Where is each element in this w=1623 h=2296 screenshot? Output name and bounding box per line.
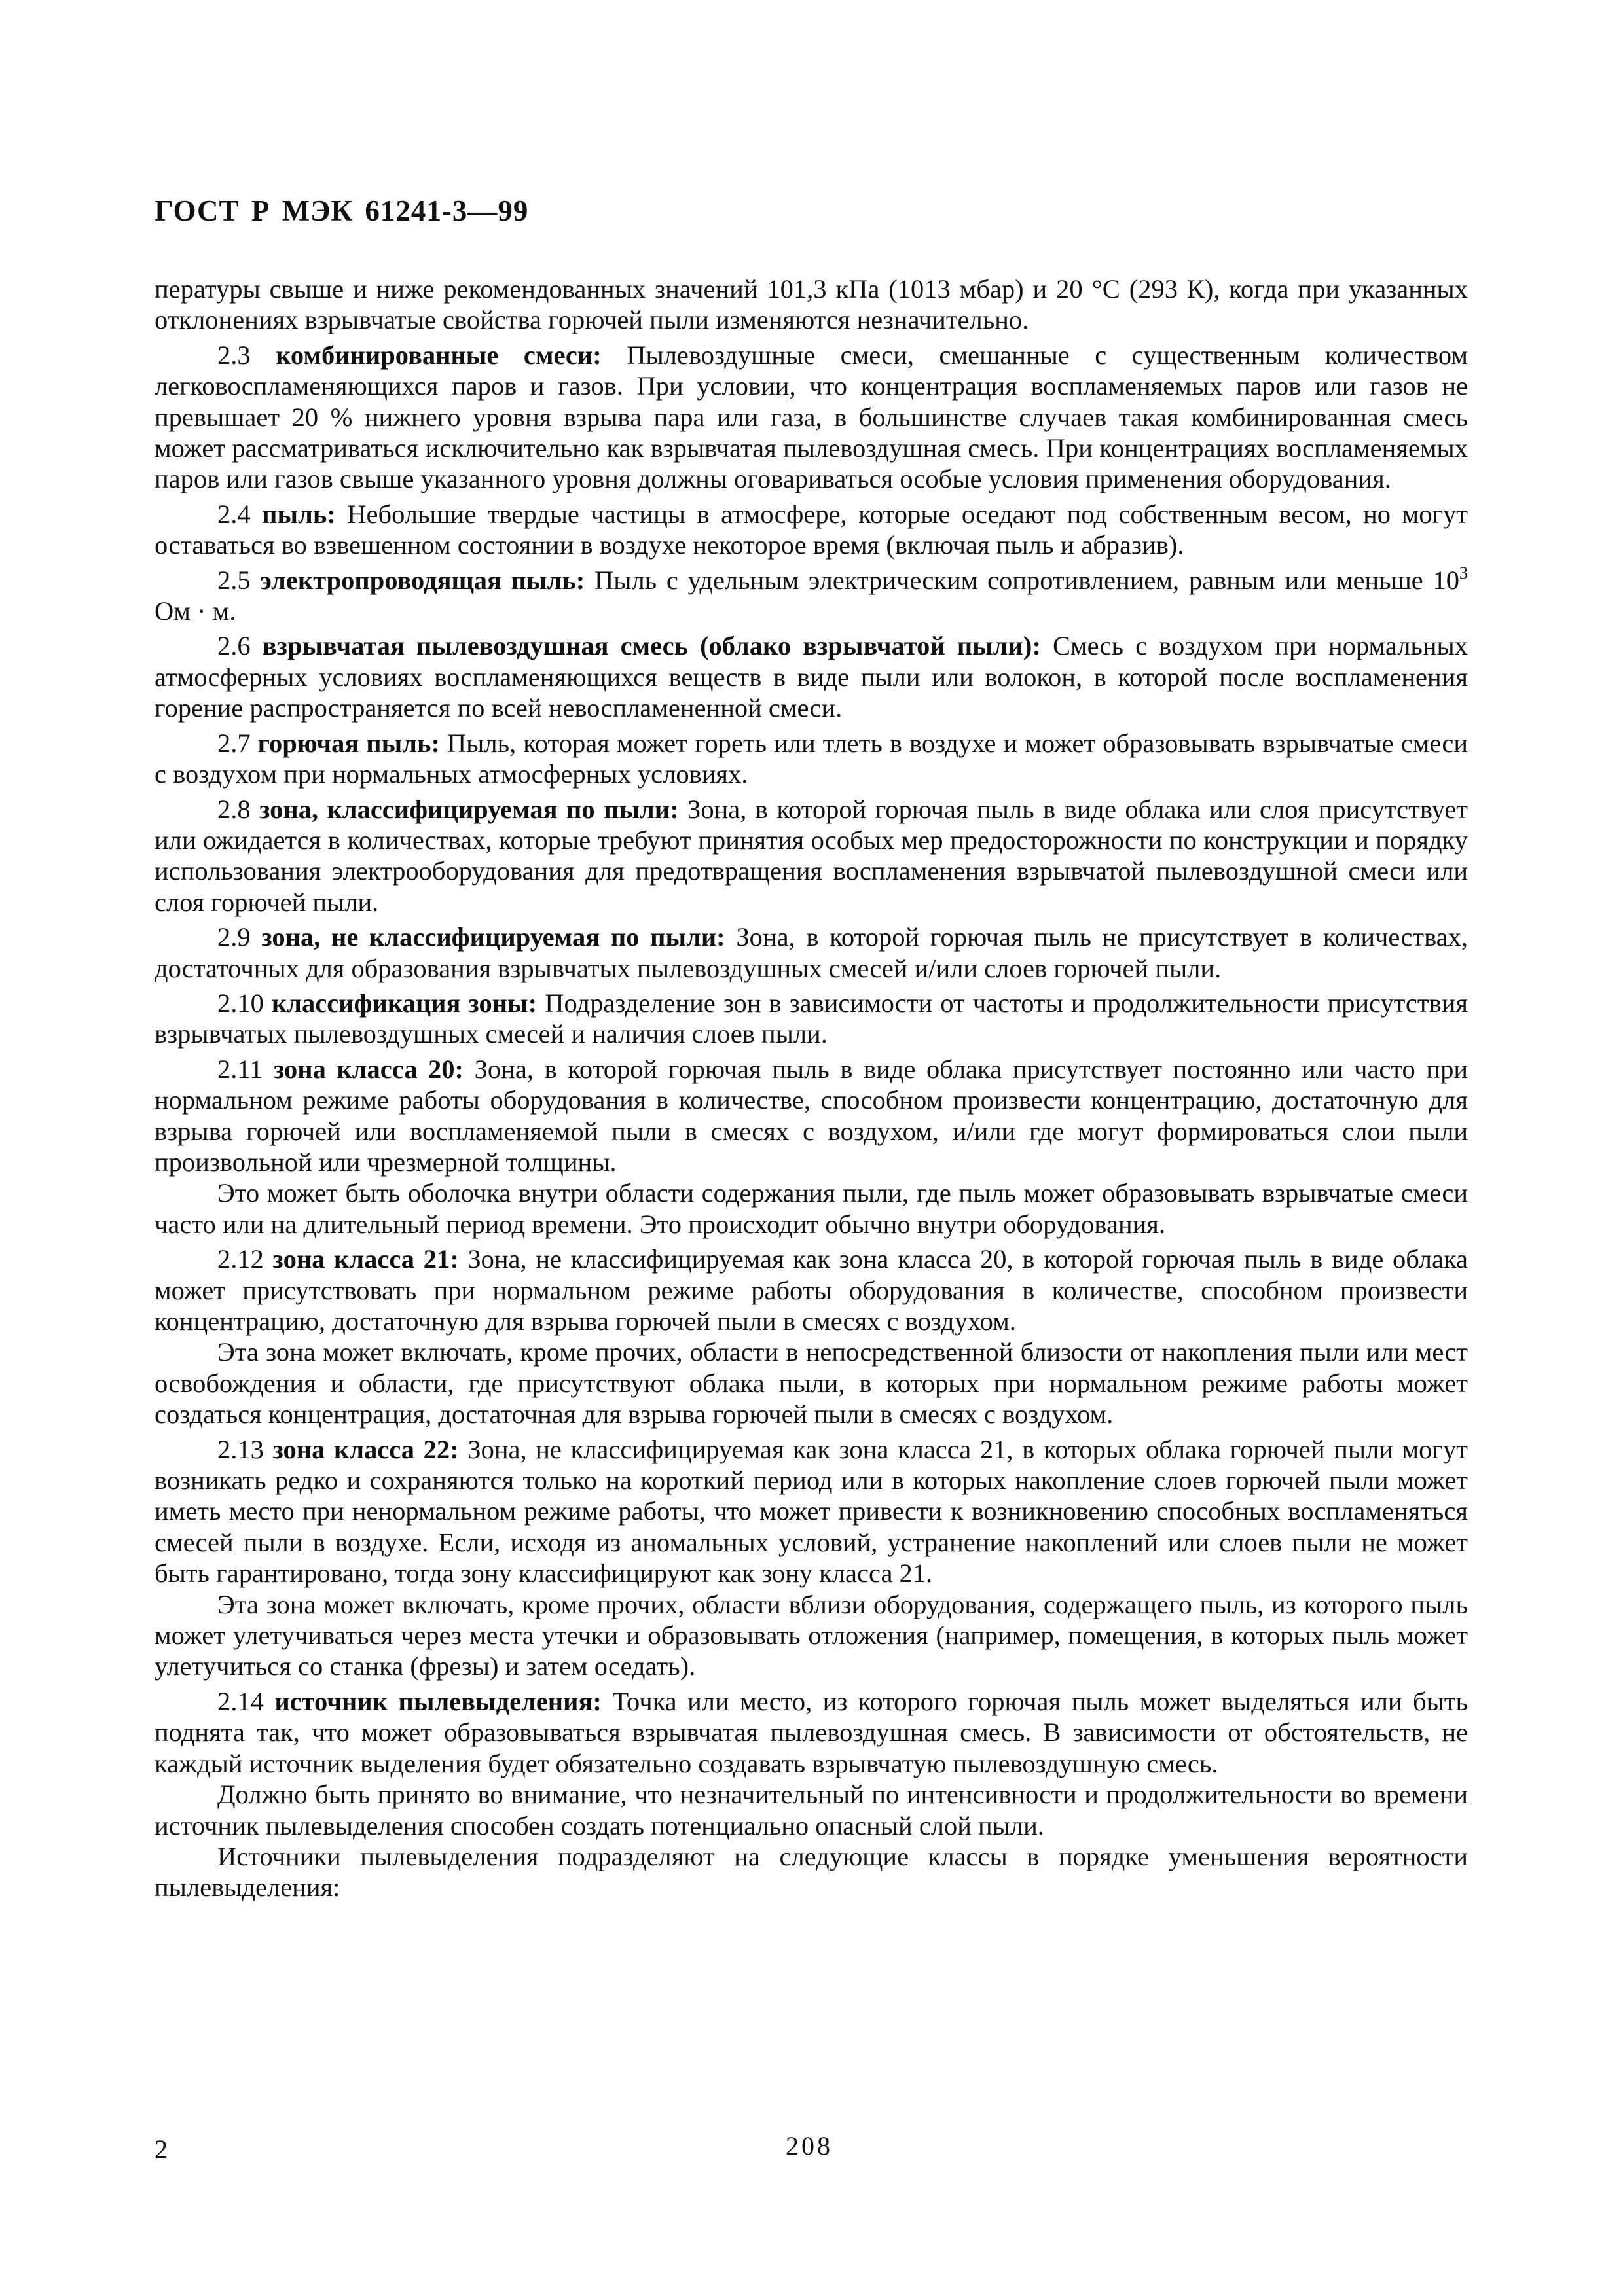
term: взрывчатая пылевоздушная смесь (облако взрывчатой пыли):	[262, 631, 1041, 661]
term: пыль:	[262, 499, 336, 529]
clause-2-12: 2.12 зона класса 21: Зона, не классифицируемая как зона класса 20, в которой горючая пыль в виде облака может присутствовать при нормальном режиме работы оборудования в количестве, способном произвести концентрацию, достаточную для взрыва горючей пыли в смесях с воздухом.	[155, 1244, 1468, 1336]
clause-2-6: 2.6 взрывчатая пылевоздушная смесь (облако взрывчатой пыли): Смесь с воздухом при нормальных атмосферных условиях воспламеняющихся веществ в виде пыли или волокон, в которой после воспламенения горение распространяется по всей невоспламененной смеси.	[155, 631, 1468, 723]
term: зона класса 21:	[272, 1244, 459, 1274]
paragraph: Источники пылевыделения подразделяют на следующие классы в порядке уменьшения вероятности пылевыделения:	[155, 1841, 1468, 1903]
term: зона класса 22:	[272, 1434, 459, 1464]
sheet-number: 208	[786, 2131, 833, 2161]
term: комбинированные смеси:	[276, 340, 602, 370]
paragraph: Эта зона может включать, кроме прочих, области в непосредственной близости от накопления пыли или мест освобождения и области, где присутствуют облака пыли, в которых при нормальном режиме работы может создаться концентрация, достаточная для взрыва горючей пыли в смесях с воздухом.	[155, 1337, 1468, 1429]
term: горючая пыль:	[257, 728, 440, 758]
clause-2-13: 2.13 зона класса 22: Зона, не классифицируемая как зона класса 21, в которых облака горючей пыли могут возникать редко и сохраняются только на короткий период или в которых накопление слоев горючей пыли может иметь место при ненормальном режиме работы, что может привести к возникновению способных воспламеняться смесей пыли в воздухе. Если, исходя из аномальных условий, устранение накоплений или слоев пыли не может быть гарантировано, тогда зону классифицируют как зону класса 21.	[155, 1434, 1468, 1588]
term: зона, классифицируемая по пыли:	[259, 794, 679, 824]
clause-2-9: 2.9 зона, не классифицируемая по пыли: Зона, в которой горючая пыль не присутствует в количествах, достаточных для образования взрывчатых пылевоздушных смесей и/или слоев горючей пыли.	[155, 922, 1468, 983]
term: классификация зоны:	[271, 988, 538, 1018]
clause-2-10: 2.10 классификация зоны: Подразделение зон в зависимости от частоты и продолжительности присутствия взрывчатых пылевоздушных смесей и наличия слоев пыли.	[155, 988, 1468, 1049]
clause-2-11: 2.11 зона класса 20: Зона, в которой горючая пыль в виде облака присутствует постоянно или часто при нормальном режиме работы оборудования в количестве, способном произвести концентрацию, достаточную для взрыва горючей или воспламеняемой пыли в смесях с воздухом, и/или где могут формироваться слои пыли произвольной или чрезмерной толщины.	[155, 1054, 1468, 1177]
clause-2-3: 2.3 комбинированные смеси: Пылевоздушные смеси, смешанные с существенным количеством легковоспламеняющихся паров и газов. При условии, что концентрация воспламеняемых паров или газов не превышает 20 % нижнего уровня взрыва пара или газа, в большинстве случаев такая комбинированная смесь может рассматриваться исключительно как взрывчатая пылевоздушная смесь. При концентрациях воспламеняемых паров или газов свыше указанного уровня должны оговариваться особые условия применения оборудования.	[155, 340, 1468, 494]
clause-2-4: 2.4 пыль: Небольшие твердые частицы в атмосфере, которые оседают под собственным весом, но могут оставаться во взвешенном состоянии в воздухе некоторое время (включая пыль и абразив).	[155, 499, 1468, 560]
term: источник пылевыделения:	[274, 1686, 602, 1716]
clause-2-14: 2.14 источник пылевыделения: Точка или место, из которого горючая пыль может выделяться или быть поднята так, что может образовываться взрывчатая пылевоздушная смесь. В зависимости от обстоятельств, не каждый источник выделения будет обязательно создавать взрывчатую пылевоздушную смесь.	[155, 1686, 1468, 1778]
page-number: 2	[155, 2134, 168, 2164]
paragraph: Это может быть оболочка внутри области содержания пыли, где пыль может образовывать взрывчатые смеси часто или на длительный период времени. Это происходит обычно внутри оборудования.	[155, 1178, 1468, 1239]
paragraph-continuation: пературы свыше и ниже рекомендованных значений 101,3 кПа (1013 мбар) и 20 °С (293 К), когда при указанных отклонениях взрывчатые свойства горючей пыли изменяются незначительно.	[155, 274, 1468, 335]
clause-2-8: 2.8 зона, классифицируемая по пыли: Зона, в которой горючая пыль в виде облака или слоя присутствует или ожидается в количествах, которые требуют принятия особых мер предосторожности по конструкции и порядку использования электрооборудования для предотвращения воспламенения взрывчатой пылевоздушной смеси или слоя горючей пыли.	[155, 794, 1468, 917]
document-body	[155, 274, 1468, 1903]
clause-2-5: 2.5 электропроводящая пыль: Пыль с удельным электрическим сопротивлением, равным или меньше $10^3$ Ом · м.	[155, 563, 1468, 626]
document-header: ГОСТ Р МЭК 61241-3—99	[155, 194, 529, 227]
paragraph: Должно быть принято во внимание, что незначительный по интенсивности и продолжительности во времени источник пылевыделения способен создать потенциально опасный слой пыли.	[155, 1780, 1468, 1840]
term: электропроводящая пыль:	[260, 565, 585, 595]
paragraph: Эта зона может включать, кроме прочих, области вблизи оборудования, содержащего пыль, из которого пыль может улетучиваться через места утечки и образовывать отложения (например, помещения, в которых пыль может улетучиться со станка (фрезы) и затем оседать).	[155, 1589, 1468, 1681]
term: зона класса 20:	[273, 1054, 464, 1084]
term: зона, не классифицируемая по пыли:	[261, 922, 725, 952]
clause-2-7: 2.7 горючая пыль: Пыль, которая может гореть или тлеть в воздухе и может образовывать взрывчатые смеси с воздухом при нормальных атмосферных условиях.	[155, 728, 1468, 789]
